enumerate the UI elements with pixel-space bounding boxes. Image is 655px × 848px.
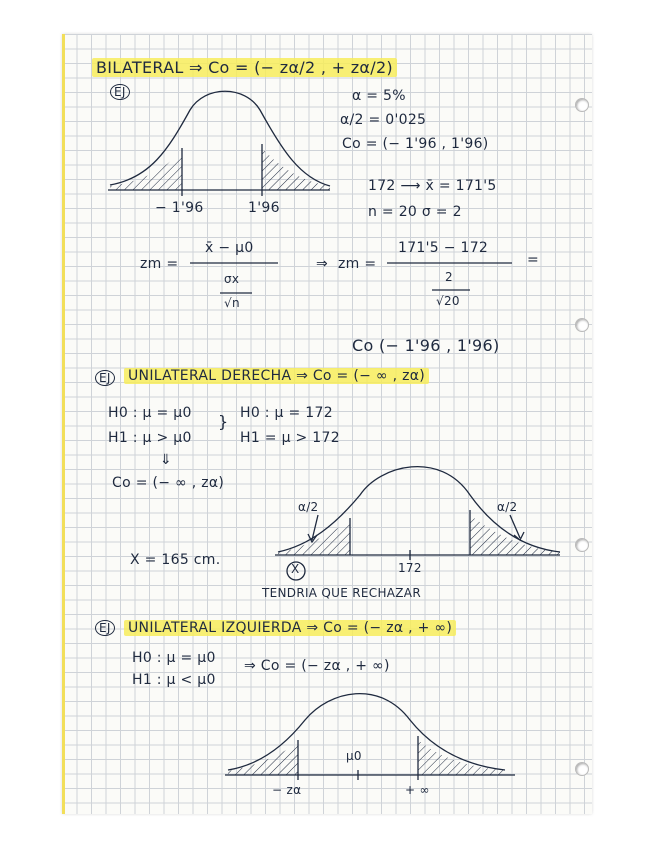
implies-arrow: ⇒ (316, 256, 329, 272)
alpha-half-value: α/2 = 0'025 (340, 112, 427, 128)
h0-left: H0 : μ = μ0 (132, 650, 216, 666)
equals-sign: = (527, 252, 540, 268)
calc-numerator: 171'5 − 172 (398, 240, 489, 256)
section-title-left: UNILATERAL IZQUIERDA ⇒ Co = (− zα , + ∞) (124, 620, 456, 636)
h0-specific: H0 : μ = 172 (240, 405, 333, 421)
confidence-interval: Co = (− 1'96 , 1'96) (342, 136, 489, 152)
zm-label-2: zm = (338, 256, 377, 272)
confidence-interval-right: Co = (− ∞ , zα) (112, 475, 225, 491)
right-critical-value: 1'96 (248, 200, 280, 216)
sample-size-line: n = 20 σ = 2 (368, 204, 462, 220)
h1-general: H1 : μ > μ0 (108, 430, 192, 446)
xbar-mark: X̄ (291, 562, 300, 576)
left-tail-label: α/2 (298, 500, 319, 514)
right-infinity-label: + ∞ (405, 783, 430, 797)
left-critical-label: − zα (272, 783, 302, 797)
zm-label: zm = (140, 256, 179, 272)
bell-curve-left (225, 694, 515, 780)
calc-denominator-top: 2 (445, 270, 453, 284)
example-mark: EJ (95, 370, 115, 386)
reject-note: TENDRIA QUE RECHAZAR (262, 586, 421, 600)
section-title-bilateral: BILATERAL ⇒ Co = (− zα/2 , + zα/2) (92, 58, 397, 77)
result-interval: Co (− 1'96 , 1'96) (352, 336, 500, 355)
example-mark: EJ (110, 84, 130, 100)
right-tail-label: α/2 (497, 500, 518, 514)
brace: } (218, 412, 229, 431)
down-arrow: ⇓ (160, 452, 173, 468)
formula-denominator-bottom: √n (224, 296, 240, 310)
confidence-interval-left: ⇒ Co = (− zα , + ∞) (244, 658, 390, 674)
mean-line: 172 ⟶ x̄ = 171'5 (368, 178, 497, 194)
formula-denominator-top: σx (224, 272, 240, 286)
center-tick-label: 172 (398, 561, 422, 575)
calc-denominator-bottom: √20 (436, 294, 460, 308)
h1-left: H1 : μ < μ0 (132, 672, 216, 688)
alpha-value: α = 5% (352, 88, 406, 104)
mu0-label: μ0 (346, 749, 362, 763)
section-title-right: UNILATERAL DERECHA ⇒ Co = (− ∞ , zα) (124, 368, 429, 384)
formula-numerator: x̄ − μ0 (205, 240, 254, 256)
sample-value: X = 165 cm. (130, 552, 221, 568)
example-mark: EJ (95, 620, 115, 636)
bell-curve-bilateral (108, 91, 330, 196)
left-critical-value: − 1'96 (155, 200, 204, 216)
h1-specific: H1 = μ > 172 (240, 430, 340, 446)
h0-general: H0 : μ = μ0 (108, 405, 192, 421)
